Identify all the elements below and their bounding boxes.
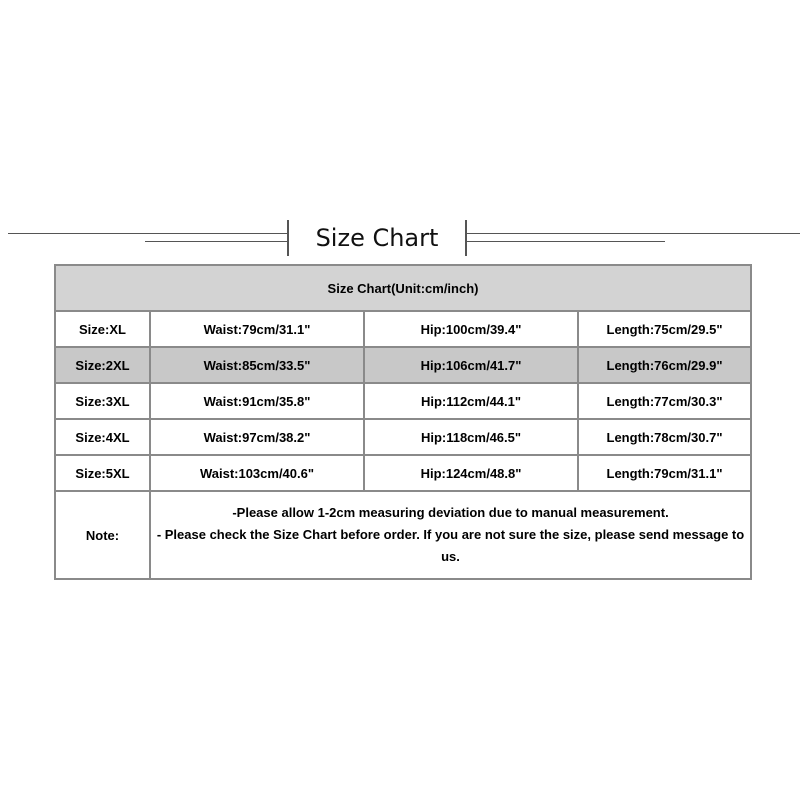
waist-cell: Waist:97cm/38.2" bbox=[150, 419, 364, 455]
length-cell: Length:78cm/30.7" bbox=[578, 419, 751, 455]
length-cell: Length:77cm/30.3" bbox=[578, 383, 751, 419]
hip-cell: Hip:118cm/46.5" bbox=[364, 419, 578, 455]
size-chart-table bbox=[54, 264, 752, 580]
waist-cell: Waist:91cm/35.8" bbox=[150, 383, 364, 419]
table-header: Size Chart(Unit:cm/inch) bbox=[55, 265, 751, 311]
note-line: -Please allow 1-2cm measuring deviation due to manual measurement. bbox=[232, 505, 669, 520]
page-title: Size Chart bbox=[287, 220, 467, 256]
table-row bbox=[55, 347, 751, 383]
note-label: Note: bbox=[55, 491, 150, 579]
hip-cell: Hip:106cm/41.7" bbox=[364, 347, 578, 383]
table-row bbox=[55, 455, 751, 491]
table-row bbox=[55, 383, 751, 419]
table-row bbox=[55, 311, 751, 347]
length-cell: Length:75cm/29.5" bbox=[578, 311, 751, 347]
note-row bbox=[55, 491, 751, 579]
size-cell: Size:4XL bbox=[55, 419, 150, 455]
size-cell: Size:5XL bbox=[55, 455, 150, 491]
note-content bbox=[150, 491, 751, 579]
length-cell: Length:76cm/29.9" bbox=[578, 347, 751, 383]
hip-cell: Hip:112cm/44.1" bbox=[364, 383, 578, 419]
size-cell: Size:3XL bbox=[55, 383, 150, 419]
table-header-row bbox=[55, 265, 751, 311]
waist-cell: Waist:79cm/31.1" bbox=[150, 311, 364, 347]
size-cell: Size:XL bbox=[55, 311, 150, 347]
note-line: - Please check the Size Chart before order. If you are not sure the size, please send message to us. bbox=[156, 527, 745, 564]
hip-cell: Hip:124cm/48.8" bbox=[364, 455, 578, 491]
size-cell: Size:2XL bbox=[55, 347, 150, 383]
waist-cell: Waist:103cm/40.6" bbox=[150, 455, 364, 491]
table-row bbox=[55, 419, 751, 455]
length-cell: Length:79cm/31.1" bbox=[578, 455, 751, 491]
waist-cell: Waist:85cm/33.5" bbox=[150, 347, 364, 383]
hip-cell: Hip:100cm/39.4" bbox=[364, 311, 578, 347]
